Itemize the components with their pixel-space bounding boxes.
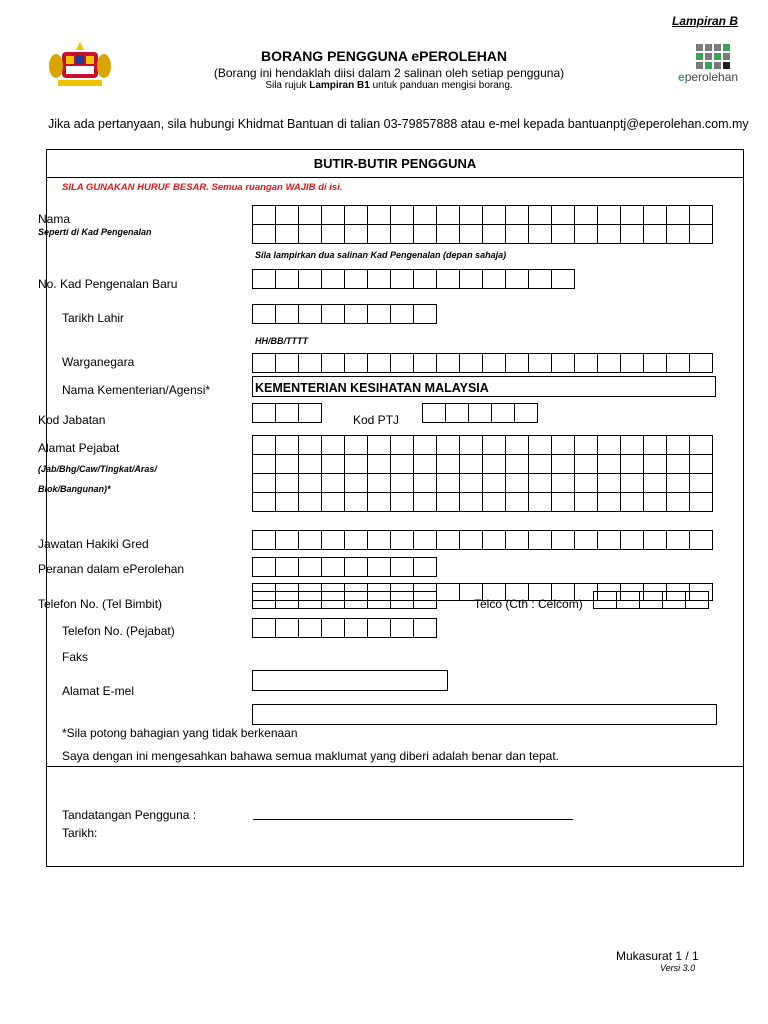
char-box[interactable] <box>643 454 667 474</box>
char-box[interactable] <box>436 353 460 373</box>
char-box[interactable] <box>666 473 690 493</box>
char-box[interactable] <box>689 205 713 225</box>
char-box[interactable] <box>574 205 598 225</box>
char-box[interactable] <box>643 205 667 225</box>
char-box[interactable] <box>482 224 506 244</box>
eperolehan-logo-icon <box>696 44 736 70</box>
char-box[interactable] <box>505 530 529 550</box>
char-box[interactable] <box>344 353 368 373</box>
address-boxes-row4[interactable] <box>252 492 712 512</box>
char-box[interactable] <box>275 353 299 373</box>
char-box[interactable] <box>620 492 644 512</box>
char-box[interactable] <box>321 492 345 512</box>
char-box[interactable] <box>551 353 575 373</box>
char-box[interactable] <box>666 492 690 512</box>
char-box[interactable] <box>275 454 299 474</box>
char-box[interactable] <box>367 618 391 638</box>
char-box[interactable] <box>275 492 299 512</box>
form-subtitle: (Borang ini hendaklah diisi dalam 2 salinan oleh setiap pengguna) <box>213 66 565 80</box>
page-number: Mukasurat 1 / 1 <box>616 949 699 963</box>
char-box[interactable] <box>390 269 414 289</box>
mobile-phone-label: Telefon No. (Tel Bimbit) <box>38 597 163 611</box>
char-box[interactable] <box>597 492 621 512</box>
char-box[interactable] <box>344 304 368 324</box>
char-box[interactable] <box>390 205 414 225</box>
char-box[interactable] <box>528 454 552 474</box>
char-box[interactable] <box>459 473 483 493</box>
char-box[interactable] <box>367 435 391 455</box>
char-box[interactable] <box>321 557 345 577</box>
char-box[interactable] <box>482 530 506 550</box>
char-box[interactable] <box>597 435 621 455</box>
citizenship-boxes[interactable] <box>252 353 712 373</box>
char-box[interactable] <box>275 435 299 455</box>
char-box[interactable] <box>505 205 529 225</box>
char-box[interactable] <box>445 403 469 423</box>
char-box[interactable] <box>413 353 437 373</box>
form-title: BORANG PENGGUNA ePEROLEHAN <box>260 48 508 64</box>
char-box[interactable] <box>436 269 460 289</box>
section-divider <box>46 177 744 178</box>
char-box[interactable] <box>482 269 506 289</box>
char-box[interactable] <box>413 224 437 244</box>
char-box[interactable] <box>413 454 437 474</box>
char-box[interactable] <box>666 353 690 373</box>
char-box[interactable] <box>482 353 506 373</box>
char-box[interactable] <box>574 530 598 550</box>
char-box[interactable] <box>390 591 414 609</box>
char-box[interactable] <box>390 454 414 474</box>
ministry-field[interactable] <box>252 376 716 397</box>
char-box[interactable] <box>514 403 538 423</box>
char-box[interactable] <box>367 205 391 225</box>
char-box[interactable] <box>413 557 437 577</box>
char-box[interactable] <box>666 205 690 225</box>
char-box[interactable] <box>298 454 322 474</box>
char-box[interactable] <box>643 435 667 455</box>
char-box[interactable] <box>344 454 368 474</box>
char-box[interactable] <box>528 353 552 373</box>
char-box[interactable] <box>252 304 276 324</box>
char-box[interactable] <box>298 557 322 577</box>
char-box[interactable] <box>459 224 483 244</box>
char-box[interactable] <box>666 454 690 474</box>
char-box[interactable] <box>367 530 391 550</box>
char-box[interactable] <box>344 492 368 512</box>
char-box[interactable] <box>344 530 368 550</box>
char-box[interactable] <box>275 403 299 423</box>
char-box[interactable] <box>321 591 345 609</box>
char-box[interactable] <box>298 618 322 638</box>
char-box[interactable] <box>413 618 437 638</box>
char-box[interactable] <box>344 591 368 609</box>
char-box[interactable] <box>390 530 414 550</box>
nama-note: Seperti di Kad Pengenalan <box>38 227 152 237</box>
char-box[interactable] <box>528 224 552 244</box>
char-box[interactable] <box>275 591 299 609</box>
char-box[interactable] <box>436 435 460 455</box>
char-box[interactable] <box>666 435 690 455</box>
char-box[interactable] <box>298 473 322 493</box>
char-box[interactable] <box>252 269 276 289</box>
char-box[interactable] <box>459 269 483 289</box>
char-box[interactable] <box>344 435 368 455</box>
char-box[interactable] <box>413 304 437 324</box>
char-box[interactable] <box>298 353 322 373</box>
char-box[interactable] <box>620 205 644 225</box>
char-box[interactable] <box>551 530 575 550</box>
char-box[interactable] <box>275 269 299 289</box>
char-box[interactable] <box>620 473 644 493</box>
address-boxes-row1[interactable] <box>252 435 712 455</box>
nama-label: Nama <box>38 212 71 226</box>
char-box[interactable] <box>367 353 391 373</box>
char-box[interactable] <box>275 224 299 244</box>
char-box[interactable] <box>321 205 345 225</box>
char-box[interactable] <box>344 269 368 289</box>
char-box[interactable] <box>390 473 414 493</box>
char-box[interactable] <box>593 591 617 609</box>
logo-e: e <box>678 70 685 84</box>
ptj-code-label: Kod PTJ <box>353 413 400 427</box>
logo-rest: perolehan <box>684 70 739 84</box>
date-label: Tarikh: <box>62 826 98 840</box>
char-box[interactable] <box>275 304 299 324</box>
telco-boxes[interactable] <box>593 591 708 609</box>
char-box[interactable] <box>367 492 391 512</box>
char-box[interactable] <box>468 403 492 423</box>
char-box[interactable] <box>436 530 460 550</box>
char-box[interactable] <box>390 224 414 244</box>
contact-info: Jika ada pertanyaan, sila hubungi Khidmat Bantuan di talian 03-79857888 atau e-mel kepada bantuanptj@eperolehan.com.my <box>48 117 749 131</box>
char-box[interactable] <box>597 454 621 474</box>
char-box[interactable] <box>252 618 276 638</box>
char-box[interactable] <box>689 435 713 455</box>
address-note-2: Blok/Bangunan)* <box>38 484 111 494</box>
char-box[interactable] <box>459 205 483 225</box>
char-box[interactable] <box>367 473 391 493</box>
char-box[interactable] <box>252 403 276 423</box>
char-box[interactable] <box>344 473 368 493</box>
char-box[interactable] <box>252 353 276 373</box>
char-box[interactable] <box>643 473 667 493</box>
char-box[interactable] <box>321 224 345 244</box>
char-box[interactable] <box>390 304 414 324</box>
char-box[interactable] <box>344 205 368 225</box>
char-box[interactable] <box>689 224 713 244</box>
char-box[interactable] <box>459 454 483 474</box>
mobile-phone-boxes[interactable] <box>252 591 436 609</box>
char-box[interactable] <box>252 473 276 493</box>
char-box[interactable] <box>574 473 598 493</box>
char-box[interactable] <box>574 454 598 474</box>
dept-code-boxes[interactable] <box>252 403 321 423</box>
char-box[interactable] <box>436 205 460 225</box>
char-box[interactable] <box>298 435 322 455</box>
char-box[interactable] <box>252 492 276 512</box>
char-box[interactable] <box>597 205 621 225</box>
citizenship-label: Warganegara <box>62 355 135 369</box>
char-box[interactable] <box>436 473 460 493</box>
ministry-label: Nama Kementerian/Agensi* <box>62 383 211 397</box>
guide-note-suffix: untuk panduan mengisi borang. <box>369 80 513 91</box>
char-box[interactable] <box>344 557 368 577</box>
char-box[interactable] <box>321 353 345 373</box>
char-box[interactable] <box>620 353 644 373</box>
char-box[interactable] <box>367 591 391 609</box>
char-box[interactable] <box>298 403 322 423</box>
char-box[interactable] <box>620 224 644 244</box>
char-box[interactable] <box>413 473 437 493</box>
char-box[interactable] <box>298 224 322 244</box>
char-box[interactable] <box>597 530 621 550</box>
char-box[interactable] <box>413 591 437 609</box>
char-box[interactable] <box>298 591 322 609</box>
char-box[interactable] <box>689 530 713 550</box>
email-field[interactable] <box>252 670 448 691</box>
char-box[interactable] <box>689 454 713 474</box>
strike-note: *Sila potong bahagian yang tidak berkenaan <box>62 726 298 740</box>
char-box[interactable] <box>505 492 529 512</box>
char-box[interactable] <box>620 454 644 474</box>
char-box[interactable] <box>482 454 506 474</box>
char-box[interactable] <box>413 205 437 225</box>
dob-format: HH/BB/TTTT <box>255 336 308 346</box>
char-box[interactable] <box>551 473 575 493</box>
char-box[interactable] <box>616 591 640 609</box>
char-box[interactable] <box>551 269 575 289</box>
char-box[interactable] <box>298 492 322 512</box>
ic-copy-note: Sila lampirkan dua salinan Kad Pengenalan (depan sahaja) <box>255 250 507 260</box>
dob-label: Tarikh Lahir <box>62 311 125 325</box>
char-box[interactable] <box>298 269 322 289</box>
char-box[interactable] <box>685 591 709 609</box>
char-box[interactable] <box>321 454 345 474</box>
char-box[interactable] <box>252 591 276 609</box>
char-box[interactable] <box>390 557 414 577</box>
char-box[interactable] <box>482 492 506 512</box>
char-box[interactable] <box>574 353 598 373</box>
char-box[interactable] <box>528 492 552 512</box>
dob-boxes[interactable] <box>252 304 436 324</box>
char-box[interactable] <box>597 224 621 244</box>
char-box[interactable] <box>643 530 667 550</box>
char-box[interactable] <box>252 557 276 577</box>
guide-note <box>0 80 768 91</box>
address-note-1: (Jab/Bhg/Caw/Tingkat/Aras/ <box>38 464 157 474</box>
char-box[interactable] <box>505 353 529 373</box>
char-box[interactable] <box>321 618 345 638</box>
char-box[interactable] <box>639 591 663 609</box>
char-box[interactable] <box>482 205 506 225</box>
char-box[interactable] <box>436 492 460 512</box>
fax-label: Faks <box>62 650 89 664</box>
char-box[interactable] <box>413 435 437 455</box>
char-box[interactable] <box>321 304 345 324</box>
char-box[interactable] <box>275 530 299 550</box>
role-boxes[interactable] <box>252 557 436 577</box>
char-box[interactable] <box>298 205 322 225</box>
guide-note-prefix: Sila rujuk <box>265 80 310 91</box>
char-box[interactable] <box>491 403 515 423</box>
char-box[interactable] <box>275 205 299 225</box>
char-box[interactable] <box>252 224 276 244</box>
email-label: Alamat E-mel <box>62 684 135 698</box>
ic-label: No. Kad Pengenalan Baru <box>38 277 178 291</box>
char-box[interactable] <box>505 224 529 244</box>
char-box[interactable] <box>321 530 345 550</box>
char-box[interactable] <box>390 492 414 512</box>
signature-divider <box>46 766 744 767</box>
char-box[interactable] <box>252 454 276 474</box>
eperolehan-logo <box>674 44 754 84</box>
position-boxes[interactable] <box>252 530 712 550</box>
position-label: Jawatan Hakiki Gred <box>38 537 149 551</box>
office-phone-boxes[interactable] <box>252 618 436 638</box>
dept-code-label: Kod Jabatan <box>38 413 106 427</box>
section-title: BUTIR-BUTIR PENGGUNA <box>313 156 477 171</box>
char-box[interactable] <box>344 618 368 638</box>
char-box[interactable] <box>321 435 345 455</box>
char-box[interactable] <box>597 473 621 493</box>
char-box[interactable] <box>321 269 345 289</box>
ministry-value: KEMENTERIAN KESIHATAN MALAYSIA <box>255 381 489 395</box>
telco-label: Telco (Cth : Celcom) <box>474 597 583 611</box>
char-box[interactable] <box>482 435 506 455</box>
char-box[interactable] <box>662 591 686 609</box>
char-box[interactable] <box>689 492 713 512</box>
char-box[interactable] <box>252 205 276 225</box>
char-box[interactable] <box>413 530 437 550</box>
char-box[interactable] <box>551 454 575 474</box>
char-box[interactable] <box>528 473 552 493</box>
char-box[interactable] <box>689 473 713 493</box>
char-box[interactable] <box>620 435 644 455</box>
address-boxes-row3[interactable] <box>252 473 712 493</box>
char-box[interactable] <box>459 492 483 512</box>
char-box[interactable] <box>367 269 391 289</box>
email-field-long[interactable] <box>252 704 717 725</box>
nama-boxes-row2[interactable] <box>252 224 712 244</box>
char-box[interactable] <box>597 353 621 373</box>
char-box[interactable] <box>367 454 391 474</box>
char-box[interactable] <box>436 583 460 601</box>
char-box[interactable] <box>252 435 276 455</box>
char-box[interactable] <box>275 557 299 577</box>
char-box[interactable] <box>459 353 483 373</box>
char-box[interactable] <box>666 530 690 550</box>
char-box[interactable] <box>528 269 552 289</box>
char-box[interactable] <box>367 224 391 244</box>
ic-boxes[interactable] <box>252 269 574 289</box>
char-box[interactable] <box>459 530 483 550</box>
char-box[interactable] <box>390 435 414 455</box>
char-box[interactable] <box>574 492 598 512</box>
char-box[interactable] <box>459 435 483 455</box>
char-box[interactable] <box>528 530 552 550</box>
char-box[interactable] <box>298 304 322 324</box>
char-box[interactable] <box>505 454 529 474</box>
declaration-text: Saya dengan ini mengesahkan bahawa semua maklumat yang diberi adalah benar dan tepat. <box>62 749 560 763</box>
char-box[interactable] <box>528 205 552 225</box>
char-box[interactable] <box>390 618 414 638</box>
char-box[interactable] <box>551 492 575 512</box>
char-box[interactable] <box>643 492 667 512</box>
char-box[interactable] <box>436 454 460 474</box>
char-box[interactable] <box>505 269 529 289</box>
char-box[interactable] <box>275 618 299 638</box>
char-box[interactable] <box>436 224 460 244</box>
char-box[interactable] <box>298 530 322 550</box>
lampiran-label: Lampiran B <box>671 14 738 28</box>
char-box[interactable] <box>413 492 437 512</box>
eperolehan-logo-text <box>678 70 738 84</box>
uppercase-warning: SILA GUNAKAN HURUF BESAR. Semua ruangan WAJIB di isi. <box>62 182 343 193</box>
char-box[interactable] <box>413 269 437 289</box>
char-box[interactable] <box>505 473 529 493</box>
char-box[interactable] <box>620 530 644 550</box>
char-box[interactable] <box>528 435 552 455</box>
address-boxes-row2[interactable] <box>252 454 712 474</box>
office-phone-label: Telefon No. (Pejabat) <box>62 624 175 638</box>
char-box[interactable] <box>275 473 299 493</box>
char-box[interactable] <box>666 224 690 244</box>
role-label: Peranan dalam ePerolehan <box>38 562 185 576</box>
char-box[interactable] <box>574 224 598 244</box>
nama-boxes-row1[interactable] <box>252 205 712 225</box>
signature-line[interactable] <box>253 819 573 820</box>
char-box[interactable] <box>390 353 414 373</box>
char-box[interactable] <box>505 435 529 455</box>
char-box[interactable] <box>344 224 368 244</box>
guide-note-bold: Lampiran B1 <box>309 80 370 91</box>
char-box[interactable] <box>367 304 391 324</box>
char-box[interactable] <box>252 530 276 550</box>
signature-label: Tandatangan Pengguna : <box>62 808 197 822</box>
char-box[interactable] <box>551 224 575 244</box>
char-box[interactable] <box>422 403 446 423</box>
char-box[interactable] <box>482 473 506 493</box>
char-box[interactable] <box>321 473 345 493</box>
char-box[interactable] <box>551 435 575 455</box>
char-box[interactable] <box>551 205 575 225</box>
ptj-code-boxes[interactable] <box>422 403 537 423</box>
char-box[interactable] <box>689 353 713 373</box>
char-box[interactable] <box>574 435 598 455</box>
char-box[interactable] <box>643 353 667 373</box>
version-label: Versi 3.0 <box>660 963 696 973</box>
char-box[interactable] <box>643 224 667 244</box>
char-box[interactable] <box>367 557 391 577</box>
address-label: Alamat Pejabat <box>38 441 120 455</box>
